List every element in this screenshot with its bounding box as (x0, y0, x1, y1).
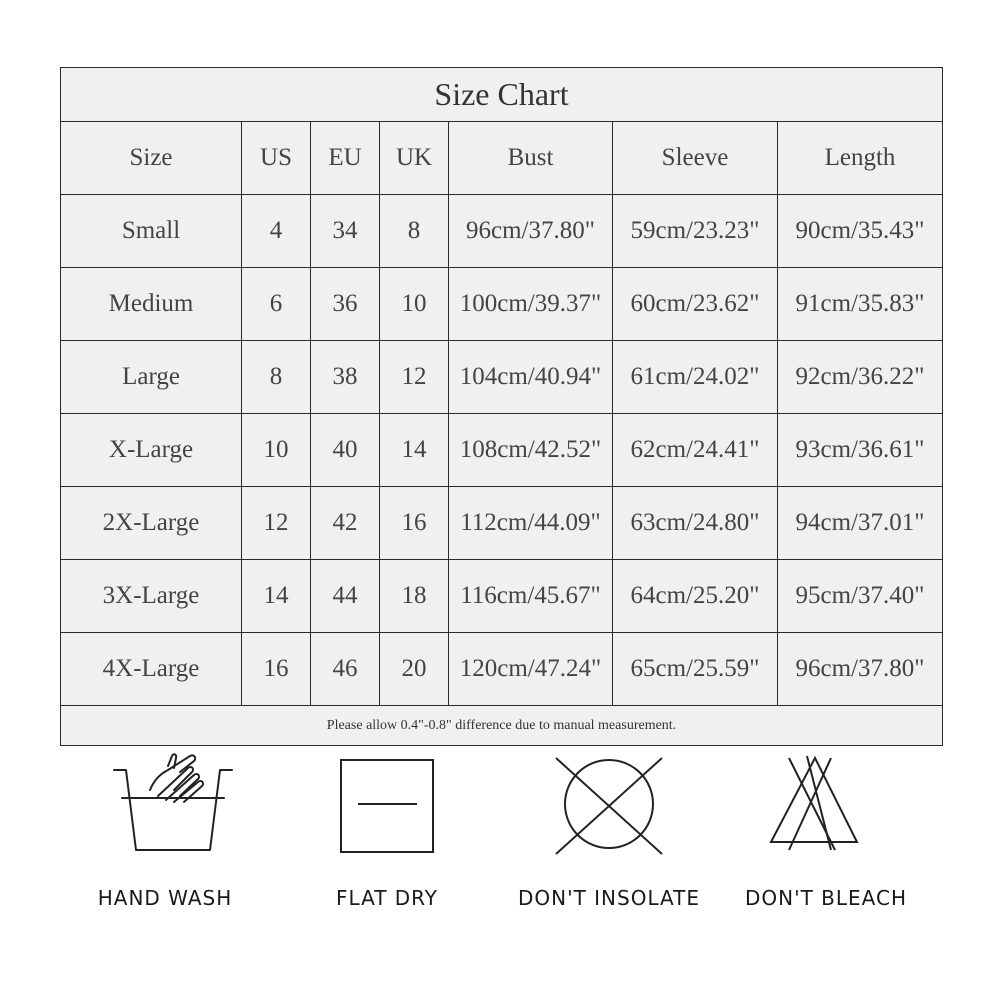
size-chart-table (60, 67, 943, 746)
column-header: Length (778, 122, 943, 195)
table-cell: 93cm/36.61" (778, 414, 943, 487)
dont-bleach-icon (711, 750, 941, 880)
table-cell: 10 (380, 268, 449, 341)
table-row (61, 195, 943, 268)
table-cell: 94cm/37.01" (778, 487, 943, 560)
column-header: Size (61, 122, 242, 195)
table-cell: 18 (380, 560, 449, 633)
table-cell: 20 (380, 633, 449, 706)
column-header: EU (311, 122, 380, 195)
care-dont-insolate (494, 750, 724, 920)
header-row (61, 122, 943, 195)
size-name-cell: Large (61, 341, 242, 414)
table-cell: 36 (311, 268, 380, 341)
table-cell: 16 (380, 487, 449, 560)
table-row (61, 633, 943, 706)
care-label: DON'T INSOLATE (517, 886, 701, 910)
table-cell: 40 (311, 414, 380, 487)
table-row (61, 341, 943, 414)
size-name-cell: 2X-Large (61, 487, 242, 560)
table-cell: 92cm/36.22" (778, 341, 943, 414)
table-cell: 116cm/45.67" (449, 560, 613, 633)
size-name-cell: X-Large (61, 414, 242, 487)
size-name-cell: 4X-Large (61, 633, 242, 706)
table-cell: 62cm/24.41" (613, 414, 778, 487)
table-cell: 104cm/40.94" (449, 341, 613, 414)
table-cell: 96cm/37.80" (778, 633, 943, 706)
table-cell: 10 (242, 414, 311, 487)
table-cell: 90cm/35.43" (778, 195, 943, 268)
table-cell: 46 (311, 633, 380, 706)
table-cell: 12 (380, 341, 449, 414)
table-row (61, 268, 943, 341)
table-cell: 8 (380, 195, 449, 268)
column-header: Sleeve (613, 122, 778, 195)
table-cell: 16 (242, 633, 311, 706)
table-cell: 14 (380, 414, 449, 487)
care-label: FLAT DRY (335, 886, 439, 910)
table-row (61, 414, 943, 487)
table-cell: 61cm/24.02" (613, 341, 778, 414)
table-cell: 108cm/42.52" (449, 414, 613, 487)
table-cell: 12 (242, 487, 311, 560)
hand-wash-icon (50, 750, 280, 880)
column-header: US (242, 122, 311, 195)
table-cell: 60cm/23.62" (613, 268, 778, 341)
table-cell: 4 (242, 195, 311, 268)
table-cell: 42 (311, 487, 380, 560)
care-label: HAND WASH (97, 886, 233, 910)
care-hand-wash (50, 750, 280, 920)
care-flat-dry (272, 750, 502, 920)
table-cell: 6 (242, 268, 311, 341)
table-cell: 44 (311, 560, 380, 633)
size-name-cell: Medium (61, 268, 242, 341)
table-cell: 65cm/25.59" (613, 633, 778, 706)
table-cell: 34 (311, 195, 380, 268)
measurement-note: Please allow 0.4"-0.8" difference due to manual measurement. (61, 706, 943, 746)
table-row (61, 487, 943, 560)
care-dont-bleach (711, 750, 941, 920)
table-row (61, 560, 943, 633)
table-cell: 120cm/47.24" (449, 633, 613, 706)
flat-dry-icon (272, 750, 502, 880)
table-cell: 100cm/39.37" (449, 268, 613, 341)
column-header: Bust (449, 122, 613, 195)
dont-insolate-icon (494, 750, 724, 880)
table-cell: 14 (242, 560, 311, 633)
size-name-cell: Small (61, 195, 242, 268)
care-label: DON'T BLEACH (744, 886, 907, 910)
size-name-cell: 3X-Large (61, 560, 242, 633)
table-cell: 59cm/23.23" (613, 195, 778, 268)
table-cell: 64cm/25.20" (613, 560, 778, 633)
table-cell: 95cm/37.40" (778, 560, 943, 633)
table-cell: 8 (242, 341, 311, 414)
table-cell: 38 (311, 341, 380, 414)
table-cell: 96cm/37.80" (449, 195, 613, 268)
column-header: UK (380, 122, 449, 195)
chart-title: Size Chart (61, 68, 943, 122)
table-cell: 112cm/44.09" (449, 487, 613, 560)
table-cell: 63cm/24.80" (613, 487, 778, 560)
table-cell: 91cm/35.83" (778, 268, 943, 341)
